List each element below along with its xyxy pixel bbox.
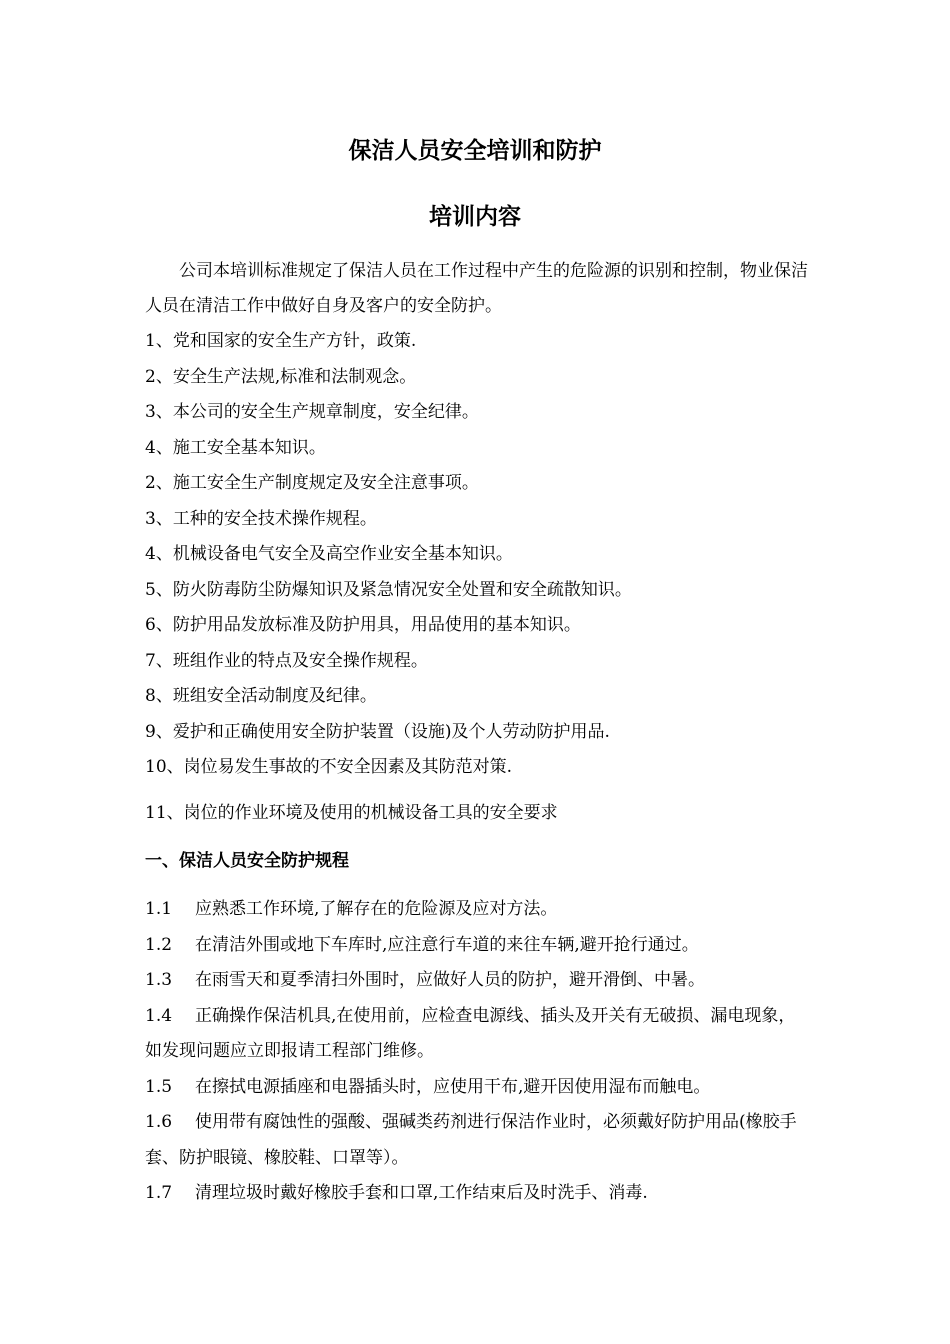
list-item: 4、施工安全基本知识。 — [145, 437, 326, 458]
list-item: 5、防火防毒防尘防爆知识及紧急情况安全处置和安全疏散知识。 — [145, 579, 632, 600]
rule-number: 1.7 — [145, 1183, 173, 1203]
document-subtitle: 培训内容 — [429, 203, 521, 230]
rule-item — [145, 999, 810, 1070]
rule-text: 清理垃圾时戴好橡胶手套和口罩,工作结束后及时洗手、消毒. — [195, 1183, 648, 1203]
list-item: 3、本公司的安全生产规章制度，安全纪律。 — [145, 402, 479, 422]
rule-item — [145, 1176, 810, 1212]
rule-item — [145, 928, 810, 964]
rule-text: 正确操作保洁机具,在使用前，应检查电源线、插头及开关有无破损、漏电现象，如发现问题应立即报请工程部门维修。 — [145, 1005, 796, 1061]
list-item: 9、爱护和正确使用安全防护装置（设施)及个人劳动防护用品. — [145, 721, 610, 742]
training-content-list — [145, 324, 810, 831]
list-item: 6、防护用品发放标准及防护用具，用品使用的基本知识。 — [145, 615, 581, 635]
rule-text: 在雨雪天和夏季清扫外围时，应做好人员的防护，避开滑倒、中暑。 — [195, 970, 705, 990]
rule-item — [145, 892, 810, 928]
section-heading: 一、保洁人员安全防护规程 — [145, 851, 349, 871]
list-item: 8、班组安全活动制度及纪律。 — [145, 686, 377, 706]
list-item: 1、党和国家的安全生产方针，政策. — [145, 331, 417, 351]
rule-item — [145, 1070, 810, 1106]
rule-number: 1.4 — [145, 1005, 173, 1026]
list-item: 7、班组作业的特点及安全操作规程。 — [145, 650, 428, 671]
list-item: 2、施工安全生产制度规定及安全注意事项。 — [145, 473, 479, 493]
list-item: 10、岗位易发生事故的不安全因素及其防范对策. — [145, 757, 513, 777]
rule-number: 1.2 — [145, 934, 173, 955]
rule-number: 1.5 — [145, 1076, 173, 1097]
list-item: 4、机械设备电气安全及高空作业安全基本知识。 — [145, 544, 513, 564]
rule-text: 在清洁外围或地下车库时,应注意行车道的来往车辆,避开抢行通过。 — [195, 934, 699, 955]
list-item: 11、岗位的作业环境及使用的机械设备工具的安全要求 — [145, 802, 558, 823]
rule-item — [145, 963, 810, 999]
rule-number: 1.6 — [145, 1112, 173, 1132]
rule-item — [145, 1105, 810, 1176]
rule-number: 1.1 — [145, 899, 173, 919]
rule-text: 使用带有腐蚀性的强酸、强碱类药剂进行保洁作业时，必须戴好防护用品(橡胶手套、防护眼镜、橡胶鞋、口罩等）。 — [145, 1112, 797, 1168]
list-item: 3、工种的安全技术操作规程。 — [145, 508, 377, 529]
rule-text: 在擦拭电源插座和电器插头时，应使用干布,避开因使用湿布而触电。 — [195, 1076, 711, 1097]
safety-rules — [145, 892, 810, 1212]
rule-number: 1.3 — [145, 970, 173, 990]
document-title: 保洁人员安全培训和防护 — [348, 137, 602, 164]
intro-paragraph: 公司本培训标准规定了保洁人员在工作过程中产生的危险源的识别和控制，物业保洁人员在清洁工作中做好自身及客户的安全防护。 — [145, 261, 808, 316]
rule-text: 应熟悉工作环境,了解存在的危险源及应对方法。 — [195, 899, 558, 919]
list-item: 2、安全生产法规,标准和法制观念。 — [145, 366, 417, 387]
